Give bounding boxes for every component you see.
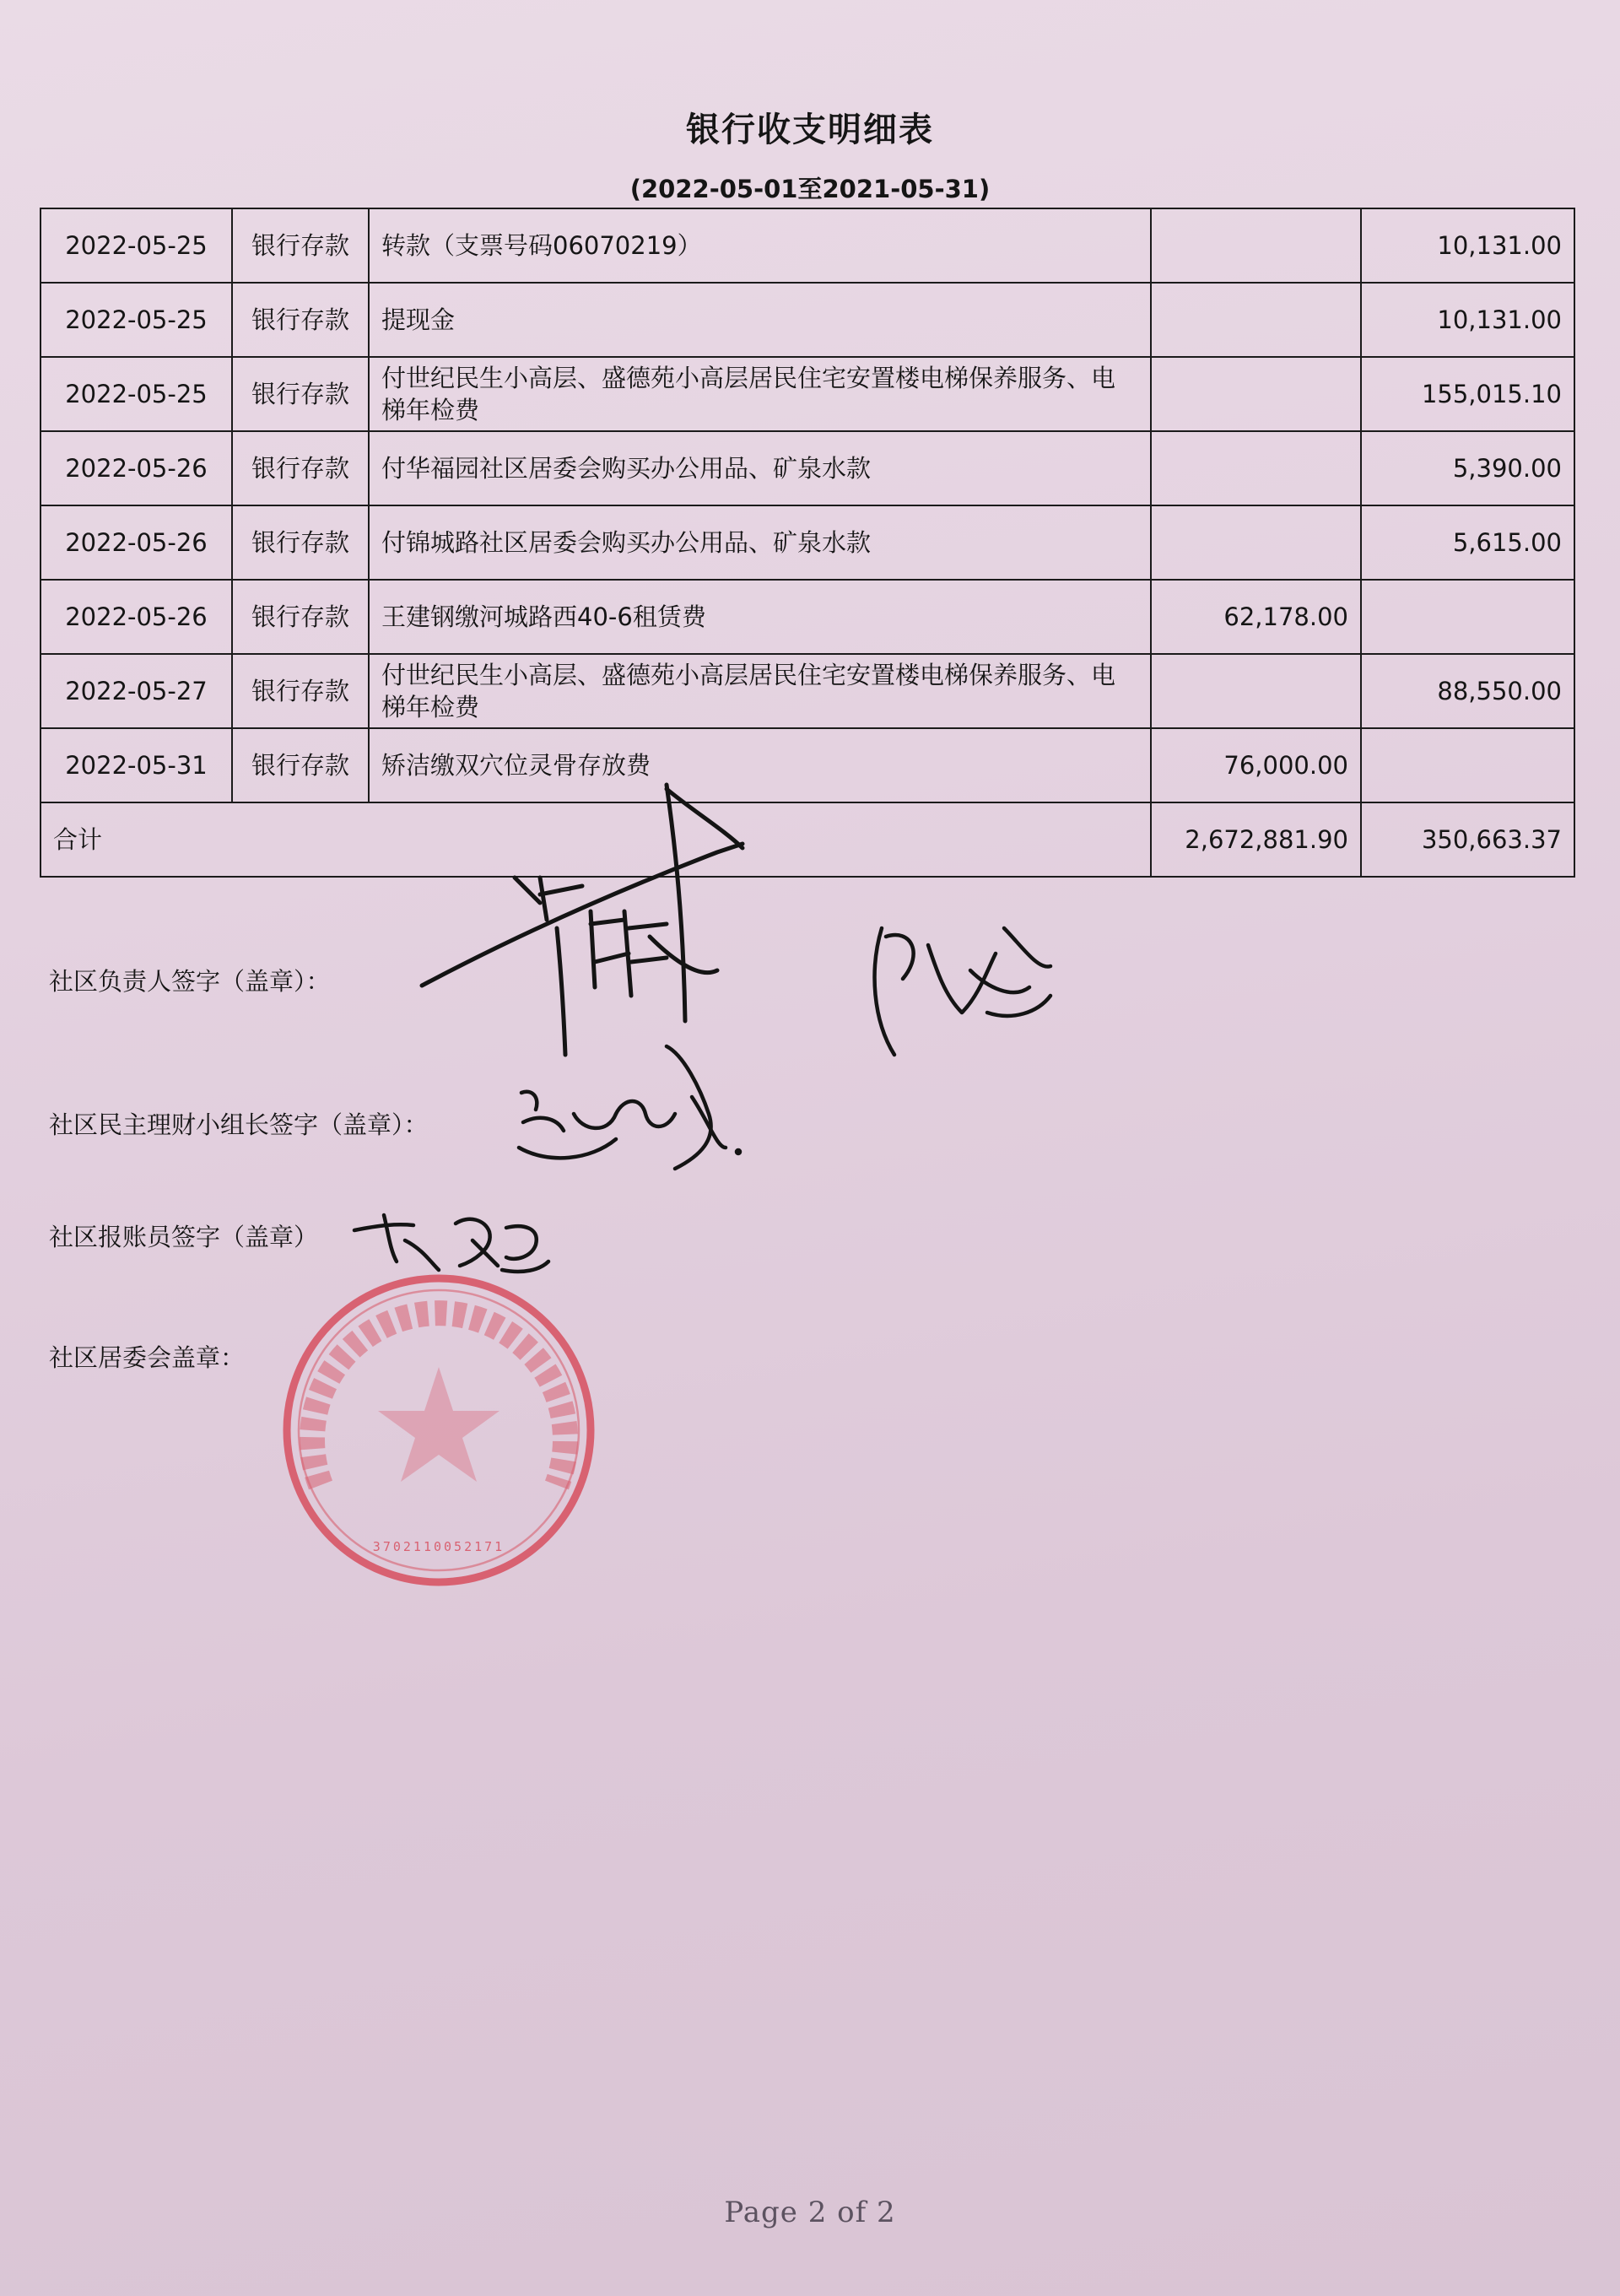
account-cell: 银行存款 xyxy=(232,357,369,431)
description-cell: 王建钢缴河城路西40-6租赁费 xyxy=(369,580,1151,654)
date-cell: 2022-05-26 xyxy=(40,580,232,654)
total-label: 合计 xyxy=(40,802,1151,877)
expense-cell: 88,550.00 xyxy=(1361,654,1574,728)
page-title: 银行收支明细表 xyxy=(686,111,934,149)
account-cell: 银行存款 xyxy=(232,208,369,283)
description-cell: 付世纪民生小高层、盛德苑小高层居民住宅安置楼电梯保养服务、电梯年检费 xyxy=(369,357,1151,431)
leader-signature xyxy=(422,785,742,1055)
date-cell: 2022-05-31 xyxy=(40,728,232,802)
date-cell: 2022-05-27 xyxy=(40,654,232,728)
total-income: 2,672,881.90 xyxy=(1151,802,1361,877)
finance-group-signature xyxy=(519,1046,740,1169)
finance-group-signature-label: 社区民主理财小组长签字（盖章）： xyxy=(49,1110,429,1139)
star-icon xyxy=(378,1367,500,1482)
date-cell: 2022-05-26 xyxy=(40,431,232,505)
seal-serial: 3702110052171 xyxy=(372,1539,505,1554)
page-indicator: Page 2 of 2 xyxy=(724,2196,896,2229)
account-cell: 银行存款 xyxy=(232,431,369,505)
account-cell: 银行存款 xyxy=(232,654,369,728)
description-cell: 提现金 xyxy=(369,283,1151,357)
income-cell: 62,178.00 xyxy=(1151,580,1361,654)
reimburse-signature xyxy=(354,1215,548,1272)
committee-seal-label: 社区居委会盖章： xyxy=(49,1343,246,1372)
description-cell: 付锦城路社区居委会购买办公用品、矿泉水款 xyxy=(369,505,1151,580)
account-cell: 银行存款 xyxy=(232,728,369,802)
expense-cell: 10,131.00 xyxy=(1361,208,1574,283)
leader-signature-label: 社区负责人签字（盖章）： xyxy=(49,967,331,996)
description-cell: 付华福园社区居委会购买办公用品、矿泉水款 xyxy=(369,431,1151,505)
date-cell: 2022-05-25 xyxy=(40,357,232,431)
date-cell: 2022-05-25 xyxy=(40,283,232,357)
expense-cell: 5,615.00 xyxy=(1361,505,1574,580)
total-expense: 350,663.37 xyxy=(1361,802,1574,877)
account-cell: 银行存款 xyxy=(232,580,369,654)
description-cell: 付世纪民生小高层、盛德苑小高层居民住宅安置楼电梯保养服务、电梯年检费 xyxy=(369,654,1151,728)
leader-signature-2 xyxy=(875,928,1050,1055)
description-cell: 矫洁缴双穴位灵骨存放费 xyxy=(369,728,1151,802)
date-range: (2022-05-01至2021-05-31) xyxy=(629,175,991,203)
committee-seal xyxy=(287,1278,591,1582)
date-cell: 2022-05-25 xyxy=(40,208,232,283)
account-cell: 银行存款 xyxy=(232,283,369,357)
reimburse-signature-label: 社区报账员签字（盖章） xyxy=(49,1223,319,1251)
account-cell: 银行存款 xyxy=(232,505,369,580)
description-cell: 转款（支票号码06070219） xyxy=(369,208,1151,283)
expense-cell: 10,131.00 xyxy=(1361,283,1574,357)
expense-cell: 5,390.00 xyxy=(1361,431,1574,505)
date-cell: 2022-05-26 xyxy=(40,505,232,580)
income-cell: 76,000.00 xyxy=(1151,728,1361,802)
expense-cell: 155,015.10 xyxy=(1361,357,1574,431)
